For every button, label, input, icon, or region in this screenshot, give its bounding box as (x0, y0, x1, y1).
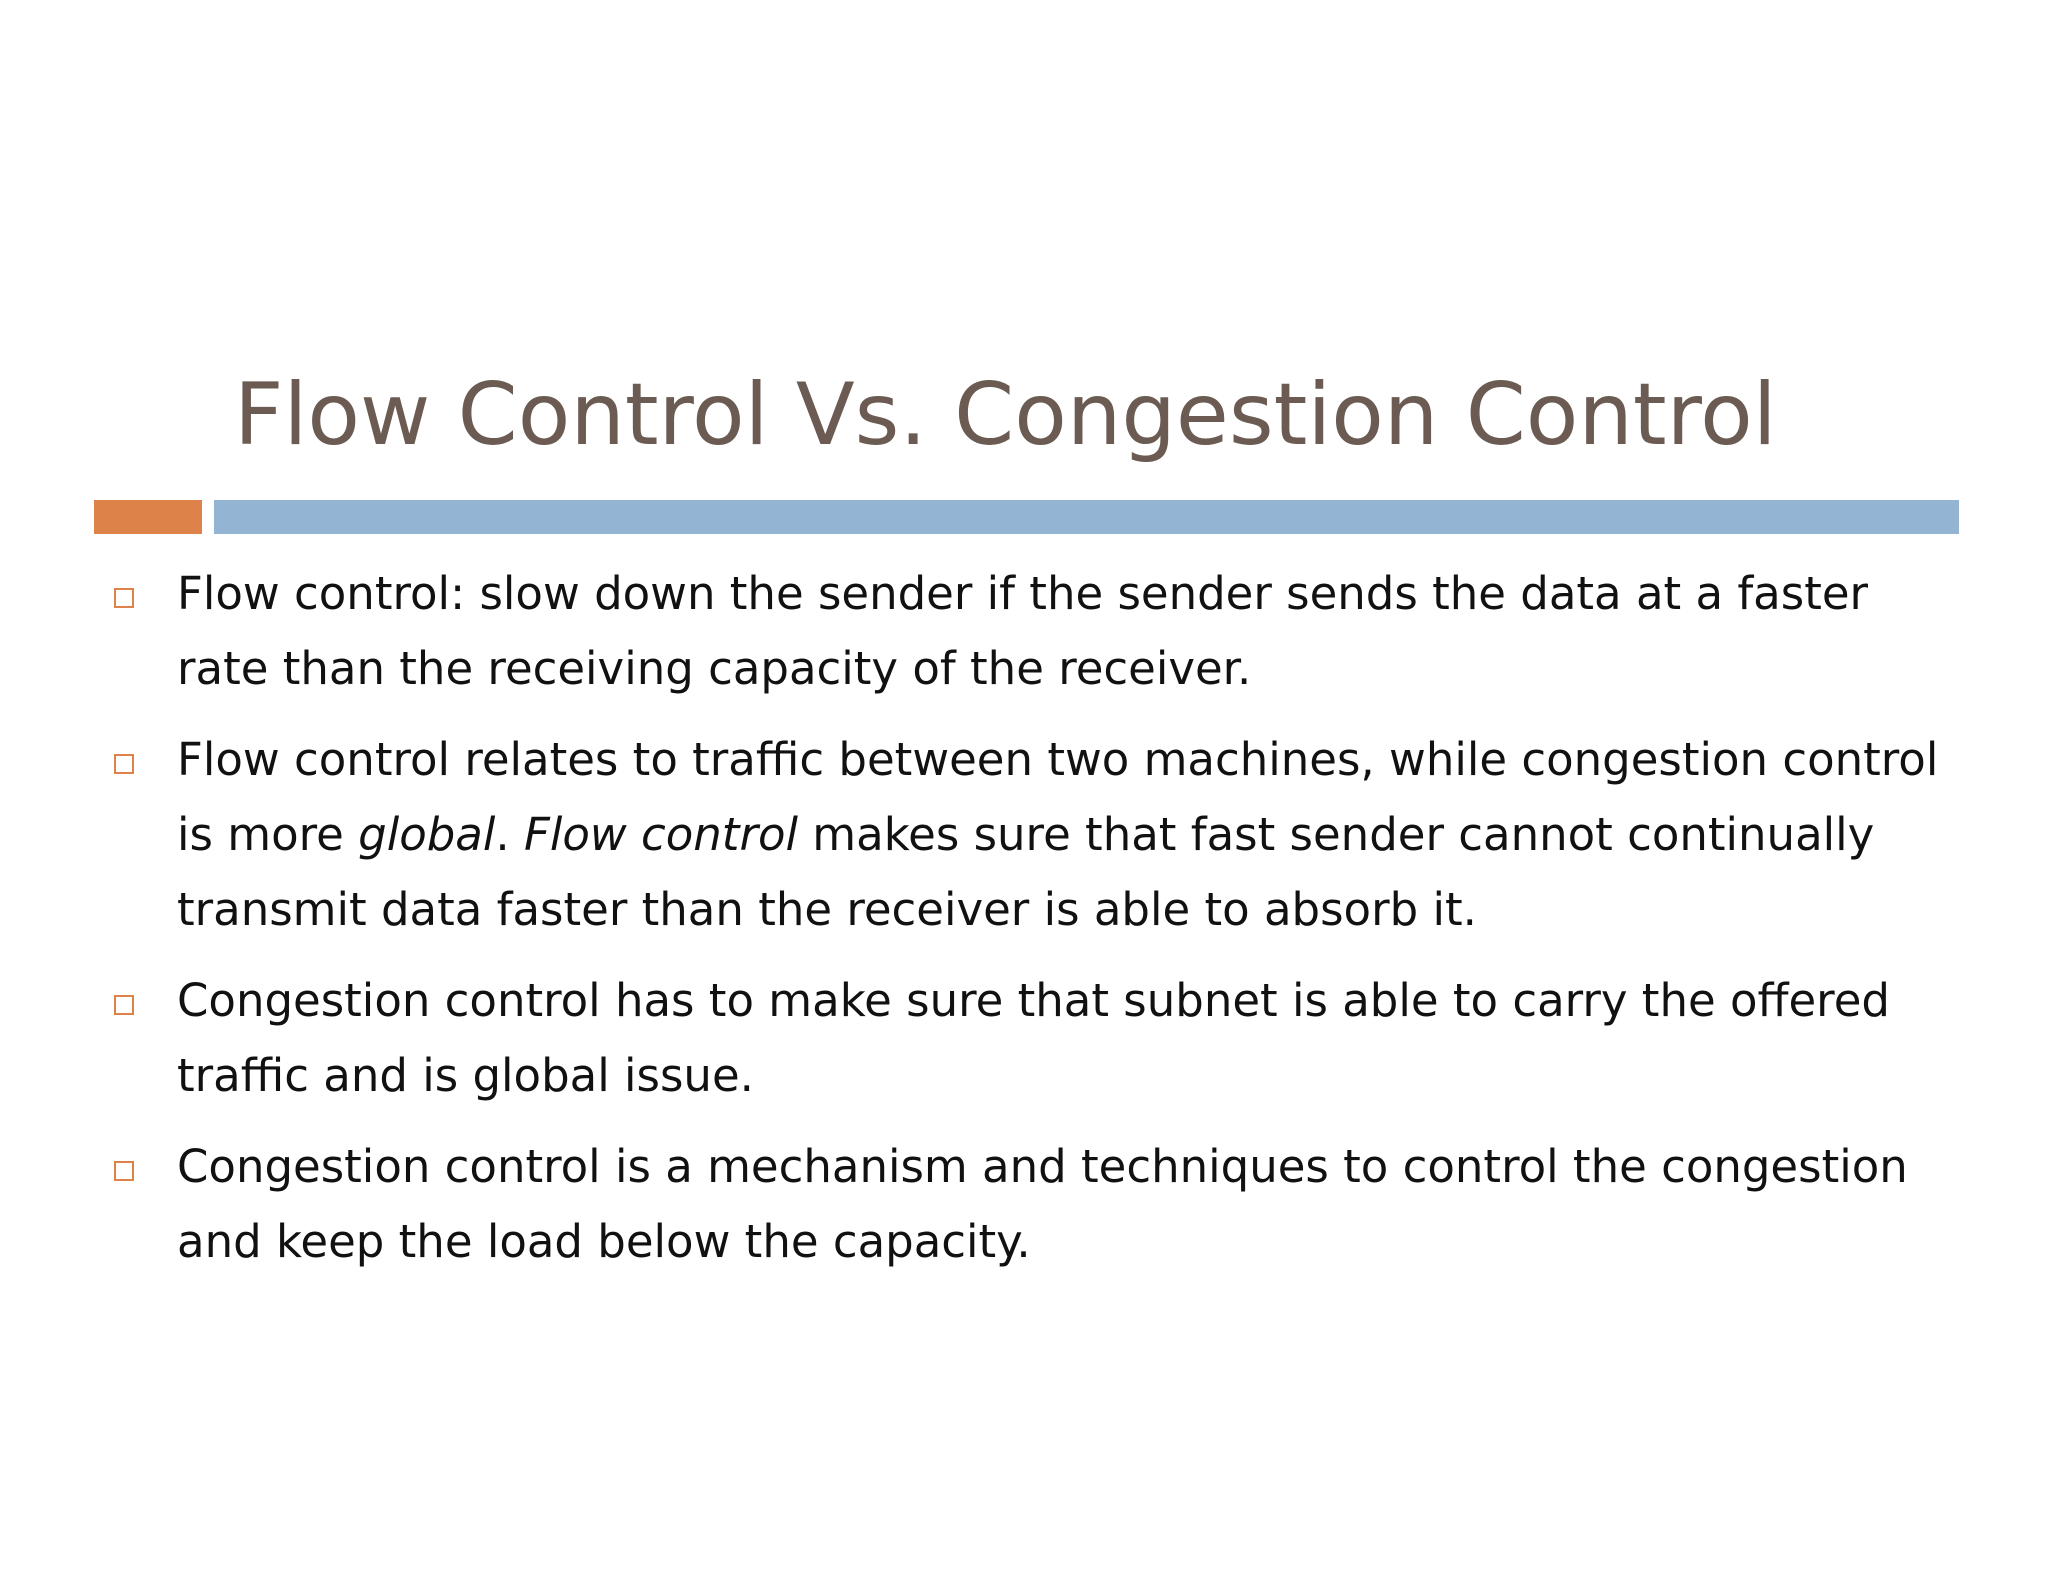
square-bullet-icon (114, 1161, 134, 1181)
bullet-text: Flow control: slow down the sender if the sender sends the data at a faster rate than the receiving capacity of the receiver. (177, 567, 1869, 695)
title-accent-bar-blue (214, 500, 1959, 534)
square-bullet-icon (114, 995, 134, 1015)
bullet-item-congestion-mechanism (0, 1129, 2048, 1279)
bullet-text: Congestion control has to make sure that subnet is able to carry the offered traffic and is global issue. (177, 974, 1890, 1102)
bullet-text-italic-flow-control: Flow control (523, 808, 798, 861)
square-bullet-icon (114, 754, 134, 774)
title-accent-bar-orange (94, 500, 202, 534)
bullet-text-segment: . (495, 808, 524, 861)
slide-title: Flow Control Vs. Congestion Control (234, 365, 1777, 465)
square-bullet-icon (114, 588, 134, 608)
bullet-item-flow-control-definition (0, 556, 2048, 706)
bullet-text-segment: Flow control relates to traffic between two machines, while congestion control is more (177, 733, 1939, 861)
bullet-text: Congestion control is a mechanism and techniques to control the congestion and keep the load below the capacity. (177, 1140, 1908, 1268)
bullet-list (0, 556, 2048, 1295)
bullet-item-flow-vs-congestion (0, 722, 2048, 947)
bullet-text-italic-global: global (358, 808, 496, 861)
bullet-text-segment: makes sure that fast sender cannot continually transmit data faster than the receiver is able to absorb it. (177, 808, 1875, 936)
bullet-item-congestion-subnet (0, 963, 2048, 1113)
